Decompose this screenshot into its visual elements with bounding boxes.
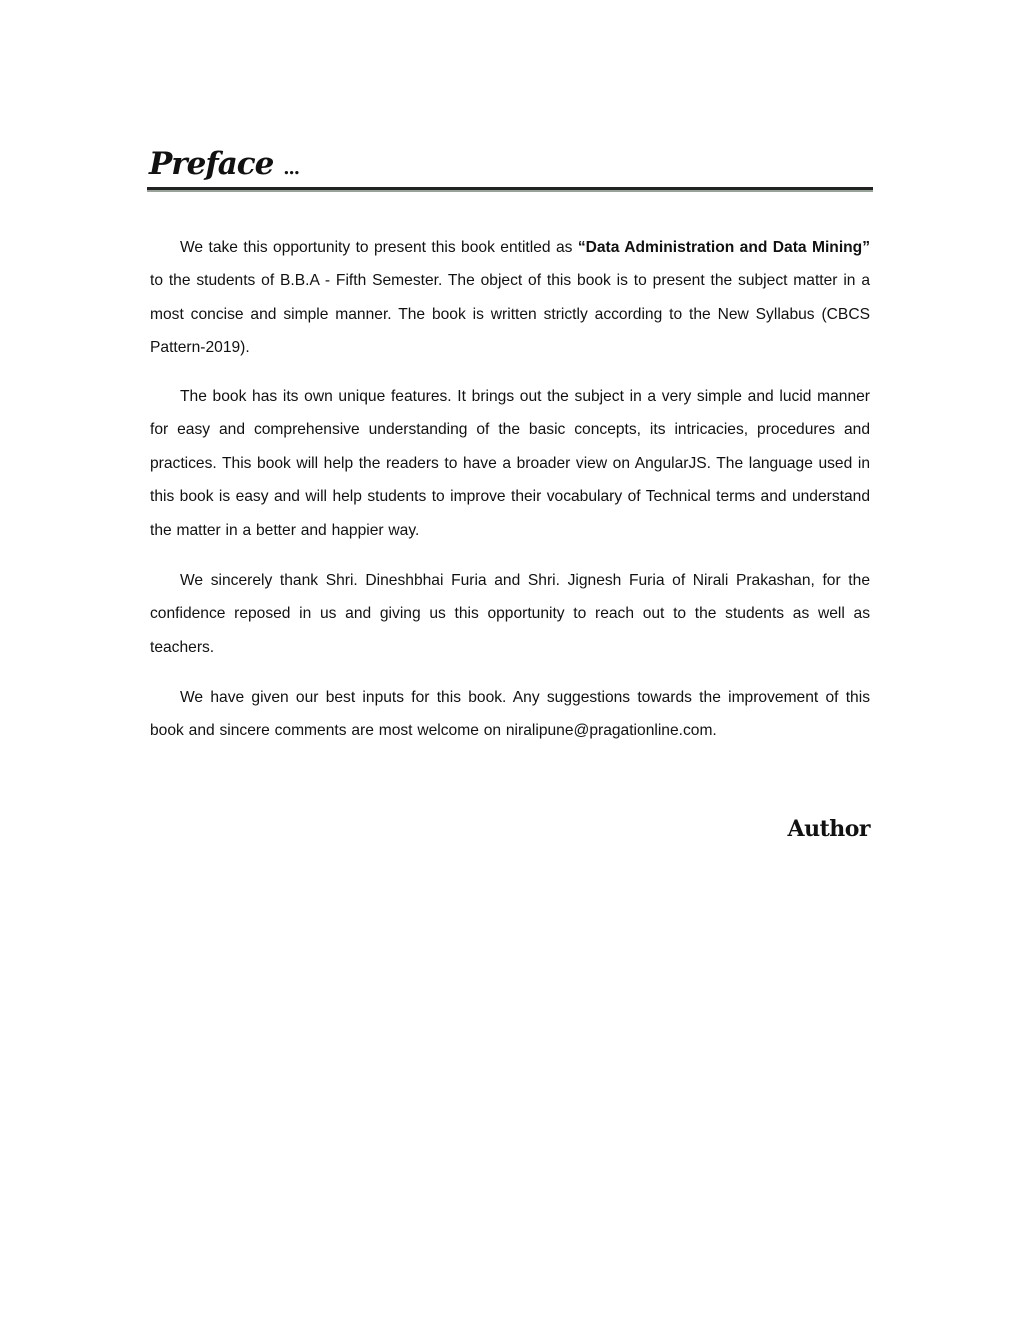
para-text: We take this opportunity to present this book entitled as xyxy=(180,239,578,256)
paragraph-suggestions: We have given our best inputs for this book. Any suggestions towards the improvement of this book and sincere comments are most welcome on niralipune@pragationline.com. xyxy=(150,689,870,740)
paragraph-intro xyxy=(150,231,870,365)
paragraph-thanks: We sincerely thank Shri. Dineshbhai Furia and Shri. Jignesh Furia of Nirali Prakashan, for the confidence reposed in us and giving us this opportunity to reach out to the students as well as teachers. xyxy=(150,572,870,656)
page-title xyxy=(149,146,299,182)
author-signature: Author xyxy=(787,816,870,842)
title-text: Preface xyxy=(149,146,274,182)
paragraph-features: The book has its own unique features. It brings out the subject in a very simple and lucid manner for easy and comprehensive understanding of the basic concepts, its intricacies, procedures and practices. This book will help the readers to have a broader view on AngularJS. The language used in this book is easy and will help students to improve their vocabulary of Technical terms and understand the matter in a better and happier way. xyxy=(150,388,870,539)
para-text: to the students of B.B.A - Fifth Semester. The object of this book is to present the subject matter in a most concise and simple manner. The book is written strictly according to the New Syllabus (CBCS Pattern-2019). xyxy=(150,272,870,357)
title-rule xyxy=(147,187,873,192)
book-title: “Data Administration and Data Mining” xyxy=(577,239,871,256)
title-ellipsis: ... xyxy=(283,158,299,179)
